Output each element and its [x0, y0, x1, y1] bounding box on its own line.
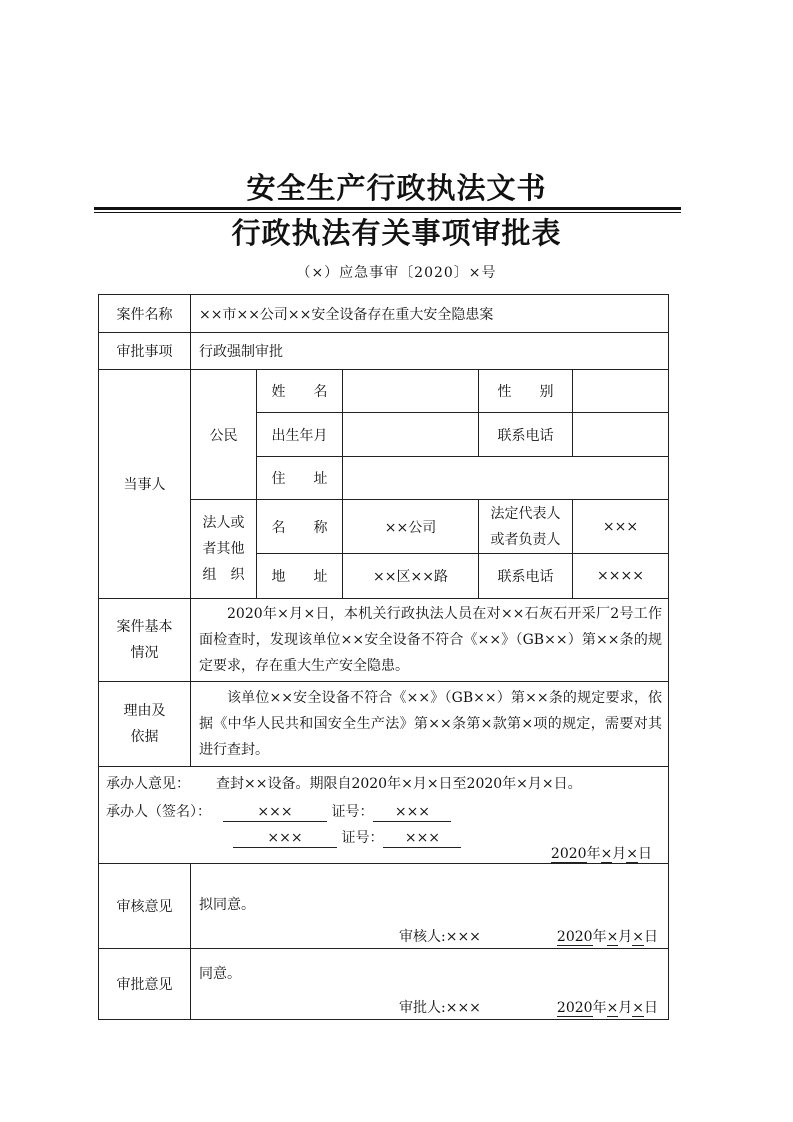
handler-signer-1: ×××	[223, 803, 327, 822]
citizen-name-value	[343, 370, 479, 413]
approval-form-table	[98, 294, 669, 1020]
handler-opinion-row	[99, 767, 669, 864]
approval-row	[99, 949, 669, 1020]
case-basic-label-line1: 案件基本	[116, 619, 173, 635]
review-row	[99, 864, 669, 949]
citizen-address-value	[343, 457, 669, 500]
citizen-birth-label: 出生年月	[257, 413, 343, 457]
organization-label	[191, 500, 257, 599]
cert-number-2: ×××	[383, 829, 461, 848]
approval-item-row	[99, 333, 669, 370]
citizen-phone-value	[573, 413, 669, 457]
case-name-row	[99, 295, 669, 333]
review-cell	[191, 864, 669, 949]
org-address-value: ××区××路	[343, 554, 479, 599]
reason-row	[99, 682, 669, 767]
approval-label: 审批意见	[99, 949, 191, 1020]
review-label: 审核意见	[99, 864, 191, 949]
party-label: 当事人	[99, 370, 191, 599]
citizen-gender-value	[573, 370, 669, 413]
citizen-phone-label: 联系电话	[479, 413, 573, 457]
legal-representative-label-line2: 或者负责人	[490, 531, 561, 548]
title-divider-thick	[94, 207, 681, 210]
cert-label-2: 证号：	[341, 830, 384, 846]
org-phone-value: ××××	[573, 554, 669, 599]
org-phone-label: 联系电话	[479, 554, 573, 599]
citizen-gender-label: 性 别	[479, 370, 573, 413]
reason-text: 该单位××安全设备不符合《××》（GB××）第××条的规定要求，依据《中华人民共和国安全生产法》第××条第×款第×项的规定，需要对其进行查封。	[191, 682, 669, 767]
case-name-label: 案件名称	[99, 295, 191, 333]
approval-text: 同意。	[199, 966, 241, 982]
reason-label	[99, 682, 191, 767]
citizen-address-label: 住 址	[257, 457, 343, 500]
cert-number-1: ×××	[373, 803, 451, 822]
legal-representative-label-line1: 法定代表人	[490, 505, 561, 522]
review-text: 拟同意。	[199, 897, 255, 913]
handler-opinion-label: 承办人意见：	[106, 776, 190, 792]
reviewer-signature: 审核人:×××	[399, 929, 481, 945]
reason-label-line2: 依据	[130, 729, 159, 745]
org-address-label: 地 址	[257, 554, 343, 599]
handler-signature-label: 承办人（签名）：	[106, 804, 211, 820]
approval-cell	[191, 949, 669, 1020]
citizen-label: 公民	[191, 370, 257, 500]
org-name-label: 名 称	[257, 500, 343, 554]
document-number: （×）应急事审〔2020〕×号	[296, 265, 497, 281]
handler-opinion-cell	[99, 767, 669, 864]
case-basic-label	[99, 599, 191, 682]
form-title: 行政执法有关事项审批表	[231, 216, 562, 250]
citizen-name-label: 姓 名	[257, 370, 343, 413]
legal-representative-value: ×××	[573, 500, 669, 554]
approval-date: 2020年×月×日	[556, 1000, 659, 1016]
reason-label-line1: 理由及	[123, 703, 166, 719]
case-basic-row	[99, 599, 669, 682]
handler-signer-2: ×××	[233, 829, 337, 848]
case-basic-label-line2: 情况	[130, 645, 159, 661]
review-date: 2020年×月×日	[556, 929, 659, 945]
org-name-value: ××公司	[343, 500, 479, 554]
organization-label-line1: 法人或	[202, 515, 245, 531]
approval-item-label: 审批事项	[99, 333, 191, 370]
organization-label-line3: 组 织	[202, 567, 245, 583]
handler-date: 2020年×月×日	[550, 846, 653, 862]
handler-opinion-text: 查封××设备。期限自2020年×月×日至2020年×月×日。	[216, 776, 582, 792]
legal-representative-label	[479, 500, 573, 554]
case-name-value: ××市××公司××安全设备存在重大安全隐患案	[191, 295, 669, 333]
doc-category-title: 安全生产行政执法文书	[246, 171, 547, 205]
organization-label-line2: 者其他	[202, 541, 245, 557]
approval-item-value: 行政强制审批	[191, 333, 669, 370]
citizen-birth-value	[343, 413, 479, 457]
approver-signature: 审批人:×××	[399, 1000, 481, 1016]
case-basic-text: 2020年×月×日，本机关行政执法人员在对××石灰石开采厂2号工作面检查时，发现该单位××安全设备不符合《××》（GB××）第××条的规定要求，存在重大生产安全隐患。	[191, 599, 669, 682]
cert-label-1: 证号：	[331, 804, 374, 820]
